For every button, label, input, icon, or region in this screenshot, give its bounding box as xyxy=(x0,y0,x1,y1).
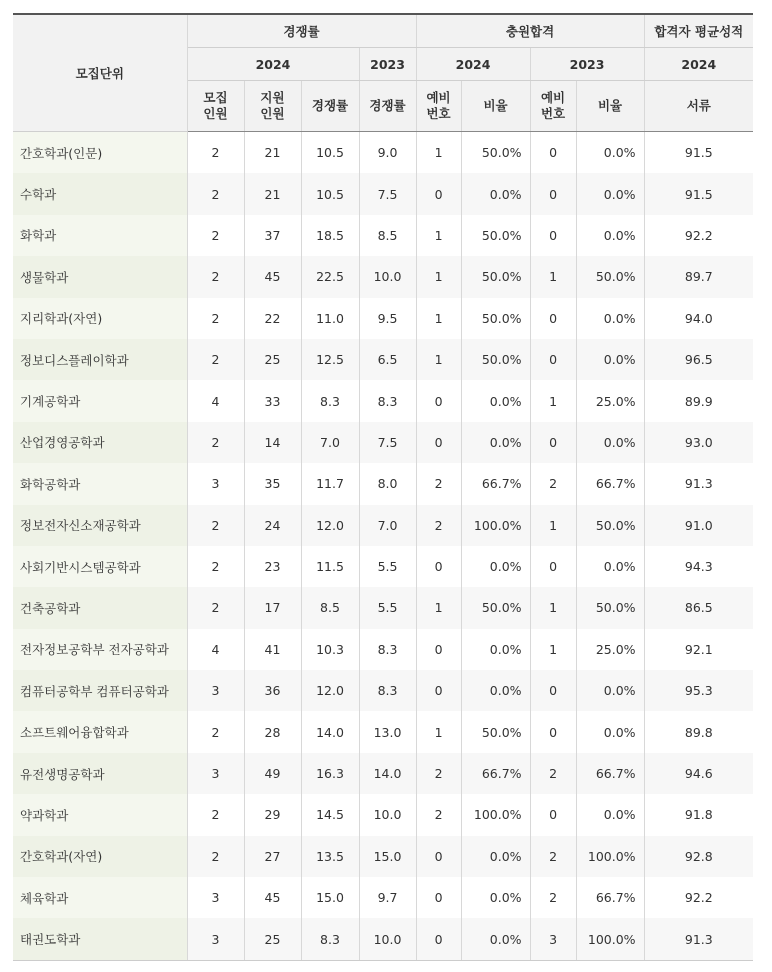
ratio-2024-cell: 10.5 xyxy=(301,173,359,214)
applicant-cell: 25 xyxy=(244,918,301,960)
waitlist-2024-cell: 1 xyxy=(416,256,461,297)
applicant-cell: 45 xyxy=(244,877,301,918)
rate-2024-cell: 0.0% xyxy=(461,422,530,463)
recruit-cell: 3 xyxy=(187,670,244,711)
waitlist-2023-cell: 2 xyxy=(530,753,576,794)
recruit-cell: 2 xyxy=(187,339,244,380)
ratio-2023-cell: 8.0 xyxy=(359,463,416,504)
ratio-2023-cell: 10.0 xyxy=(359,256,416,297)
waitlist-2024-cell: 1 xyxy=(416,298,461,339)
ratio-2023-cell: 8.3 xyxy=(359,629,416,670)
header-ratio-2023: 경쟁률 xyxy=(359,81,416,132)
recruit-cell: 2 xyxy=(187,711,244,752)
waitlist-2024-cell: 0 xyxy=(416,836,461,877)
ratio-2024-cell: 10.5 xyxy=(301,132,359,174)
ratio-2023-cell: 7.5 xyxy=(359,173,416,214)
waitlist-2024-cell: 2 xyxy=(416,794,461,835)
unit-name-cell: 정보디스플레이학과 xyxy=(13,339,187,380)
applicant-cell: 41 xyxy=(244,629,301,670)
applicant-cell: 29 xyxy=(244,794,301,835)
ratio-2024-cell: 7.0 xyxy=(301,422,359,463)
rate-2024-cell: 50.0% xyxy=(461,711,530,752)
applicant-cell: 22 xyxy=(244,298,301,339)
header-avg-score: 합격자 평균성적 xyxy=(644,14,753,48)
unit-name-cell: 컴퓨터공학부 컴퓨터공학과 xyxy=(13,670,187,711)
documents-score-cell: 95.3 xyxy=(644,670,753,711)
rate-2023-cell: 0.0% xyxy=(576,173,644,214)
table-row xyxy=(13,132,753,174)
recruit-cell: 4 xyxy=(187,380,244,421)
rate-2024-cell: 0.0% xyxy=(461,629,530,670)
documents-score-cell: 92.2 xyxy=(644,877,753,918)
table-row xyxy=(13,629,753,670)
rate-2023-cell: 0.0% xyxy=(576,546,644,587)
rate-2024-cell: 0.0% xyxy=(461,877,530,918)
table-row xyxy=(13,877,753,918)
table-row xyxy=(13,546,753,587)
ratio-2023-cell: 5.5 xyxy=(359,587,416,628)
recruit-cell: 3 xyxy=(187,918,244,960)
rate-2024-cell: 66.7% xyxy=(461,463,530,504)
admissions-results-table xyxy=(13,13,753,961)
waitlist-2023-cell: 1 xyxy=(530,505,576,546)
unit-name-cell: 간호학과(인문) xyxy=(13,132,187,174)
ratio-2024-cell: 12.5 xyxy=(301,339,359,380)
ratio-2023-cell: 5.5 xyxy=(359,546,416,587)
rate-2024-cell: 0.0% xyxy=(461,836,530,877)
ratio-2024-cell: 8.3 xyxy=(301,918,359,960)
waitlist-2024-cell: 1 xyxy=(416,711,461,752)
table-row xyxy=(13,587,753,628)
ratio-2023-cell: 8.5 xyxy=(359,215,416,256)
waitlist-2023-cell: 0 xyxy=(530,794,576,835)
ratio-2023-cell: 8.3 xyxy=(359,670,416,711)
table-row xyxy=(13,256,753,297)
unit-name-cell: 정보전자신소재공학과 xyxy=(13,505,187,546)
applicant-cell: 24 xyxy=(244,505,301,546)
table-row xyxy=(13,173,753,214)
unit-name-cell: 생물학과 xyxy=(13,256,187,297)
rate-2024-cell: 100.0% xyxy=(461,794,530,835)
documents-score-cell: 89.9 xyxy=(644,380,753,421)
header-unit: 모집단위 xyxy=(13,14,187,132)
rate-2024-cell: 0.0% xyxy=(461,380,530,421)
applicant-cell: 49 xyxy=(244,753,301,794)
ratio-2024-cell: 10.3 xyxy=(301,629,359,670)
waitlist-2024-cell: 1 xyxy=(416,132,461,174)
documents-score-cell: 94.0 xyxy=(644,298,753,339)
table-row xyxy=(13,422,753,463)
ratio-2023-cell: 15.0 xyxy=(359,836,416,877)
unit-name-cell: 화학과 xyxy=(13,215,187,256)
applicant-cell: 36 xyxy=(244,670,301,711)
documents-score-cell: 94.3 xyxy=(644,546,753,587)
recruit-cell: 2 xyxy=(187,505,244,546)
waitlist-2024-cell: 1 xyxy=(416,339,461,380)
recruit-cell: 2 xyxy=(187,836,244,877)
rate-2023-cell: 66.7% xyxy=(576,753,644,794)
ratio-2023-cell: 7.0 xyxy=(359,505,416,546)
recruit-cell: 2 xyxy=(187,132,244,174)
header-rate-2024: 비율 xyxy=(461,81,530,132)
header-score-2024: 2024 xyxy=(644,48,753,81)
recruit-cell: 3 xyxy=(187,877,244,918)
header-competition-2023: 2023 xyxy=(359,48,416,81)
recruit-cell: 3 xyxy=(187,753,244,794)
documents-score-cell: 92.1 xyxy=(644,629,753,670)
table-row xyxy=(13,836,753,877)
waitlist-2024-cell: 0 xyxy=(416,380,461,421)
ratio-2024-cell: 11.0 xyxy=(301,298,359,339)
ratio-2023-cell: 13.0 xyxy=(359,711,416,752)
waitlist-2024-cell: 2 xyxy=(416,463,461,504)
documents-score-cell: 91.5 xyxy=(644,132,753,174)
waitlist-2024-cell: 0 xyxy=(416,918,461,960)
waitlist-2023-cell: 0 xyxy=(530,546,576,587)
rate-2023-cell: 0.0% xyxy=(576,132,644,174)
unit-name-cell: 체육학과 xyxy=(13,877,187,918)
ratio-2024-cell: 22.5 xyxy=(301,256,359,297)
table-body xyxy=(13,132,753,961)
table-row xyxy=(13,505,753,546)
documents-score-cell: 91.3 xyxy=(644,463,753,504)
unit-name-cell: 수학과 xyxy=(13,173,187,214)
waitlist-2023-cell: 0 xyxy=(530,173,576,214)
documents-score-cell: 92.8 xyxy=(644,836,753,877)
unit-name-cell: 태권도학과 xyxy=(13,918,187,960)
header-additional-acceptance: 충원합격 xyxy=(416,14,644,48)
ratio-2024-cell: 12.0 xyxy=(301,505,359,546)
applicant-cell: 17 xyxy=(244,587,301,628)
applicant-cell: 28 xyxy=(244,711,301,752)
ratio-2024-cell: 16.3 xyxy=(301,753,359,794)
admissions-table-container xyxy=(13,13,753,961)
table-row xyxy=(13,670,753,711)
ratio-2023-cell: 9.5 xyxy=(359,298,416,339)
applicant-cell: 14 xyxy=(244,422,301,463)
rate-2023-cell: 66.7% xyxy=(576,463,644,504)
documents-score-cell: 94.6 xyxy=(644,753,753,794)
rate-2024-cell: 50.0% xyxy=(461,298,530,339)
recruit-cell: 4 xyxy=(187,629,244,670)
table-row xyxy=(13,711,753,752)
header-competition: 경쟁률 xyxy=(187,14,416,48)
documents-score-cell: 91.8 xyxy=(644,794,753,835)
applicant-cell: 27 xyxy=(244,836,301,877)
rate-2023-cell: 0.0% xyxy=(576,711,644,752)
unit-name-cell: 약과학과 xyxy=(13,794,187,835)
unit-name-cell: 소프트웨어융합학과 xyxy=(13,711,187,752)
waitlist-2024-cell: 0 xyxy=(416,173,461,214)
waitlist-2023-cell: 1 xyxy=(530,629,576,670)
waitlist-2023-cell: 0 xyxy=(530,298,576,339)
waitlist-2023-cell: 1 xyxy=(530,380,576,421)
table-row xyxy=(13,298,753,339)
documents-score-cell: 93.0 xyxy=(644,422,753,463)
header-applicant-count: 지원 인원 xyxy=(244,81,301,132)
table-row xyxy=(13,794,753,835)
ratio-2023-cell: 9.7 xyxy=(359,877,416,918)
waitlist-2023-cell: 3 xyxy=(530,918,576,960)
ratio-2024-cell: 18.5 xyxy=(301,215,359,256)
unit-name-cell: 지리학과(자연) xyxy=(13,298,187,339)
waitlist-2024-cell: 2 xyxy=(416,753,461,794)
documents-score-cell: 91.5 xyxy=(644,173,753,214)
header-waitlist-2023: 예비 번호 xyxy=(530,81,576,132)
documents-score-cell: 96.5 xyxy=(644,339,753,380)
unit-name-cell: 간호학과(자연) xyxy=(13,836,187,877)
documents-score-cell: 86.5 xyxy=(644,587,753,628)
applicant-cell: 21 xyxy=(244,173,301,214)
table-header xyxy=(13,14,753,132)
rate-2023-cell: 50.0% xyxy=(576,587,644,628)
ratio-2024-cell: 15.0 xyxy=(301,877,359,918)
rate-2023-cell: 50.0% xyxy=(576,505,644,546)
unit-name-cell: 유전생명공학과 xyxy=(13,753,187,794)
recruit-cell: 2 xyxy=(187,422,244,463)
rate-2023-cell: 50.0% xyxy=(576,256,644,297)
waitlist-2024-cell: 1 xyxy=(416,215,461,256)
ratio-2024-cell: 13.5 xyxy=(301,836,359,877)
recruit-cell: 2 xyxy=(187,587,244,628)
header-documents: 서류 xyxy=(644,81,753,132)
applicant-cell: 45 xyxy=(244,256,301,297)
waitlist-2024-cell: 2 xyxy=(416,505,461,546)
rate-2024-cell: 50.0% xyxy=(461,256,530,297)
ratio-2023-cell: 9.0 xyxy=(359,132,416,174)
applicant-cell: 37 xyxy=(244,215,301,256)
rate-2024-cell: 0.0% xyxy=(461,918,530,960)
table-row xyxy=(13,215,753,256)
ratio-2024-cell: 8.3 xyxy=(301,380,359,421)
rate-2023-cell: 0.0% xyxy=(576,215,644,256)
recruit-cell: 2 xyxy=(187,298,244,339)
recruit-cell: 2 xyxy=(187,215,244,256)
waitlist-2023-cell: 2 xyxy=(530,877,576,918)
applicant-cell: 25 xyxy=(244,339,301,380)
header-recruit-count: 모집 인원 xyxy=(187,81,244,132)
rate-2023-cell: 0.0% xyxy=(576,794,644,835)
ratio-2023-cell: 14.0 xyxy=(359,753,416,794)
ratio-2024-cell: 8.5 xyxy=(301,587,359,628)
waitlist-2024-cell: 0 xyxy=(416,546,461,587)
waitlist-2024-cell: 0 xyxy=(416,629,461,670)
waitlist-2023-cell: 1 xyxy=(530,256,576,297)
table-row xyxy=(13,918,753,960)
ratio-2024-cell: 14.0 xyxy=(301,711,359,752)
ratio-2024-cell: 14.5 xyxy=(301,794,359,835)
rate-2024-cell: 50.0% xyxy=(461,339,530,380)
waitlist-2024-cell: 0 xyxy=(416,670,461,711)
rate-2024-cell: 100.0% xyxy=(461,505,530,546)
rate-2023-cell: 25.0% xyxy=(576,380,644,421)
recruit-cell: 2 xyxy=(187,256,244,297)
rate-2023-cell: 0.0% xyxy=(576,670,644,711)
rate-2023-cell: 0.0% xyxy=(576,422,644,463)
rate-2024-cell: 50.0% xyxy=(461,587,530,628)
recruit-cell: 2 xyxy=(187,546,244,587)
waitlist-2024-cell: 0 xyxy=(416,422,461,463)
ratio-2024-cell: 11.5 xyxy=(301,546,359,587)
recruit-cell: 3 xyxy=(187,463,244,504)
ratio-2023-cell: 6.5 xyxy=(359,339,416,380)
rate-2024-cell: 0.0% xyxy=(461,670,530,711)
unit-name-cell: 기계공학과 xyxy=(13,380,187,421)
recruit-cell: 2 xyxy=(187,794,244,835)
table-row xyxy=(13,463,753,504)
documents-score-cell: 91.0 xyxy=(644,505,753,546)
header-ratio-2024: 경쟁률 xyxy=(301,81,359,132)
ratio-2023-cell: 7.5 xyxy=(359,422,416,463)
ratio-2024-cell: 11.7 xyxy=(301,463,359,504)
waitlist-2023-cell: 0 xyxy=(530,711,576,752)
rate-2023-cell: 66.7% xyxy=(576,877,644,918)
rate-2024-cell: 50.0% xyxy=(461,215,530,256)
waitlist-2023-cell: 0 xyxy=(530,339,576,380)
documents-score-cell: 89.8 xyxy=(644,711,753,752)
waitlist-2023-cell: 0 xyxy=(530,215,576,256)
ratio-2023-cell: 10.0 xyxy=(359,794,416,835)
unit-name-cell: 전자정보공학부 전자공학과 xyxy=(13,629,187,670)
rate-2023-cell: 0.0% xyxy=(576,339,644,380)
rate-2024-cell: 0.0% xyxy=(461,173,530,214)
table-row xyxy=(13,753,753,794)
rate-2024-cell: 50.0% xyxy=(461,132,530,174)
waitlist-2023-cell: 1 xyxy=(530,587,576,628)
rate-2023-cell: 100.0% xyxy=(576,918,644,960)
documents-score-cell: 92.2 xyxy=(644,215,753,256)
rate-2023-cell: 0.0% xyxy=(576,298,644,339)
applicant-cell: 23 xyxy=(244,546,301,587)
header-competition-2024: 2024 xyxy=(187,48,359,81)
rate-2024-cell: 0.0% xyxy=(461,546,530,587)
rate-2023-cell: 25.0% xyxy=(576,629,644,670)
rate-2024-cell: 66.7% xyxy=(461,753,530,794)
table-row xyxy=(13,380,753,421)
ratio-2023-cell: 8.3 xyxy=(359,380,416,421)
waitlist-2023-cell: 0 xyxy=(530,422,576,463)
unit-name-cell: 건축공학과 xyxy=(13,587,187,628)
waitlist-2023-cell: 0 xyxy=(530,132,576,174)
unit-name-cell: 산업경영공학과 xyxy=(13,422,187,463)
unit-name-cell: 사회기반시스템공학과 xyxy=(13,546,187,587)
waitlist-2023-cell: 2 xyxy=(530,463,576,504)
header-additional-2023: 2023 xyxy=(530,48,644,81)
header-rate-2023: 비율 xyxy=(576,81,644,132)
documents-score-cell: 91.3 xyxy=(644,918,753,960)
table-row xyxy=(13,339,753,380)
applicant-cell: 21 xyxy=(244,132,301,174)
rate-2023-cell: 100.0% xyxy=(576,836,644,877)
documents-score-cell: 89.7 xyxy=(644,256,753,297)
header-additional-2024: 2024 xyxy=(416,48,530,81)
applicant-cell: 33 xyxy=(244,380,301,421)
waitlist-2023-cell: 2 xyxy=(530,836,576,877)
waitlist-2024-cell: 0 xyxy=(416,877,461,918)
waitlist-2023-cell: 0 xyxy=(530,670,576,711)
applicant-cell: 35 xyxy=(244,463,301,504)
unit-name-cell: 화학공학과 xyxy=(13,463,187,504)
header-waitlist-2024: 예비 번호 xyxy=(416,81,461,132)
ratio-2024-cell: 12.0 xyxy=(301,670,359,711)
waitlist-2024-cell: 1 xyxy=(416,587,461,628)
ratio-2023-cell: 10.0 xyxy=(359,918,416,960)
recruit-cell: 2 xyxy=(187,173,244,214)
